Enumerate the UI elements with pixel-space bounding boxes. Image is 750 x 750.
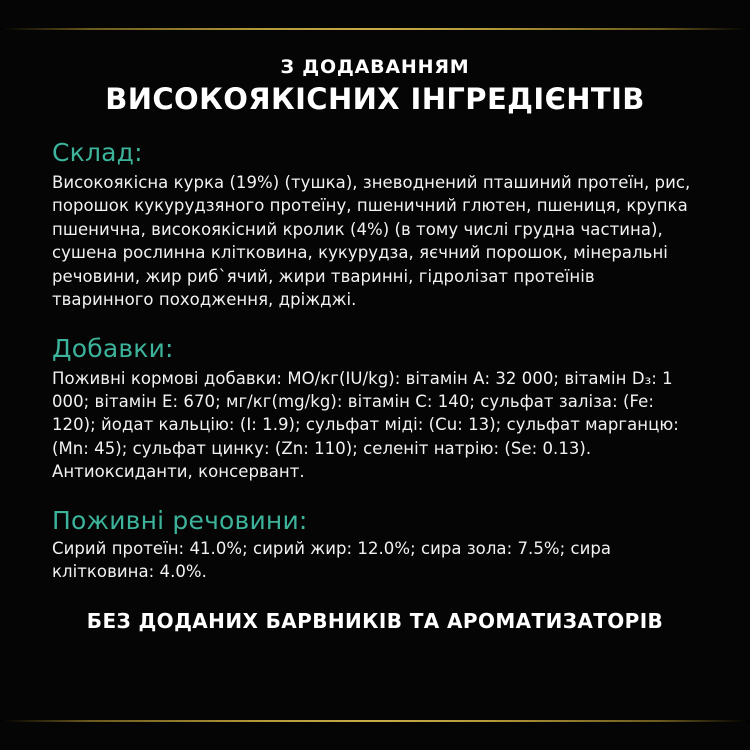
bottom-divider-rule bbox=[0, 720, 750, 722]
section-text-nutrients: Сирий протеїн: 41.0%; сирий жир: 12.0%; сира зола: 7.5%; сира клітковина: 4.0%. bbox=[52, 538, 612, 582]
section-text-additives: Поживні кормові добавки: МО/кг(IU/kg): вітамін А: 32 000; вітамін D₃: 1 000; вітамін Е: 670; мг/кг(mg/kg): вітамін С: 140; сульфат заліза: (Fe: 120); йодат кальцію: (I: 1.9); сульфат міді: (Cu: 13); сульфат марганцю: (Mn: 45); сульфат цинку: (Zn: 110); селеніт натрію: (Se: 0.13). Антиоксиданти, консервант. bbox=[52, 368, 679, 482]
top-divider-rule bbox=[0, 28, 750, 30]
header-kicker: З ДОДАВАННЯМ bbox=[280, 56, 470, 78]
section-title-additives: Добавки: bbox=[52, 333, 174, 363]
no-additives-note: БЕЗ ДОДАНИХ БАРВНИКІВ ТА АРОМАТИЗАТОРІВ bbox=[86, 609, 664, 634]
page-title: ВИСОКОЯКІСНИХ ІНГРЕДІЄНТІВ bbox=[105, 82, 645, 116]
label-content bbox=[0, 44, 750, 633]
section-text-composition: Високоякісна курка (19%) (тушка), зневоднений пташиний протеїн, рис, порошок кукурудзяного протеїну, пшеничний глютен, пшениця, крупка пшенична, високоякісний кролик (4%) (в тому числі грудна частина), сушена рослинна клітковина, кукурудза, яєчний порошок, мінеральні речовини, жир риб`ячий, жири тваринні, гідролізат протеїнів тваринного походження, дріжджі. bbox=[52, 173, 691, 310]
section-title-composition: Склад: bbox=[52, 138, 143, 167]
section-title-nutrients: Поживні речовини: bbox=[52, 505, 308, 535]
